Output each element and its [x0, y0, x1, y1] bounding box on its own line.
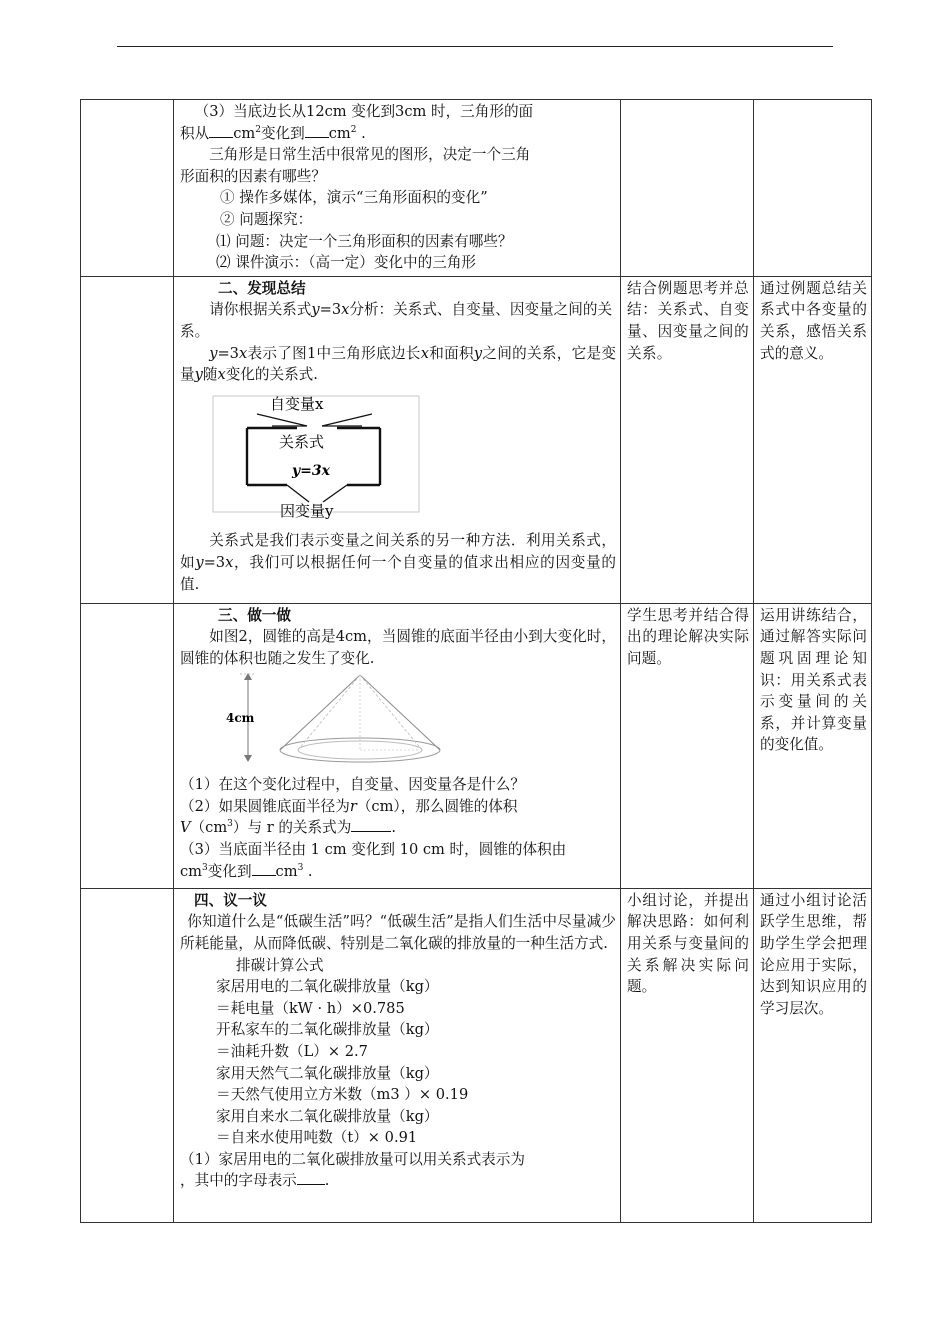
content-cell: [174, 888, 621, 1222]
question-1: （1）在这个变化过程中，自变量、因变量各是什么？: [180, 776, 525, 794]
relation-label: 关系式: [279, 432, 325, 451]
paragraph: 如图2，圆锥的高是4cm，当圆锥的底面半径由小到大变化时，圆锥的体积也随之发生了变化.: [180, 628, 616, 667]
list-item: ① 操作多媒体，演示“三角形面积的变化”: [220, 189, 488, 207]
paragraph: 请你根据关系式y=3x分析：关系式、自变量、因变量之间的关系。: [180, 301, 613, 340]
section-title: 二、发现总结: [218, 279, 306, 297]
question-2: （2）如果圆锥底面半径为r（cm），那么圆锥的体积: [180, 797, 518, 815]
activity-cell: 学生思考并结合得出的理论解决实际问题。: [621, 603, 754, 888]
formula-line: ＝天然气使用立方米数（m3 ）× 0.19: [216, 1086, 469, 1104]
question-3: （3）当底边长从12cm 变化到3cm 时，三角形的面: [194, 103, 534, 120]
formula-label: y=3x: [292, 462, 330, 479]
table-row: [81, 603, 872, 888]
activity-cell: [621, 100, 754, 277]
relation-diagram: [212, 392, 616, 527]
paragraph: 形面积的因素有哪些？: [180, 167, 326, 185]
intent-cell: [754, 100, 872, 277]
header-rule: [117, 46, 833, 47]
table-row: [81, 888, 872, 1222]
formula-line: ＝自来水使用吨数（t）× 0.91: [216, 1129, 418, 1147]
list-item: ⑴ 问题：决定一个三角形面积的因素有哪些？: [216, 232, 513, 250]
stage-cell: [81, 100, 174, 277]
question-3-continued: $cm^3$变化到 $cm^3$ .: [180, 862, 313, 880]
height-label: 4cm: [226, 710, 255, 725]
paragraph: 三角形是日常生活中很常见的图形，决定一个三角: [209, 146, 531, 164]
section-title: 三、做一做: [218, 606, 291, 624]
intent-cell: 运用讲练结合，通过解答实际问题巩固理论知识：用关系式表示变量间的关系，并计算变量的变化值。: [754, 603, 872, 888]
content-cell: [174, 276, 621, 603]
activity-cell: 结合例题思考并总结：关系式、自变量、因变量之间的关系。: [621, 276, 754, 603]
lesson-plan-table: [80, 99, 872, 1223]
stage-cell: [81, 276, 174, 603]
section-title: 四、议一议: [194, 891, 267, 909]
dependent-variable-label: 因变量y: [280, 501, 334, 520]
paragraph: 关系式是我们表示变量之间关系的另一种方法．利用关系式，如y=3x，我们可以根据任何一个自变量的值求出相应的因变量的值.: [180, 532, 616, 593]
content-cell: [174, 100, 621, 277]
table-row: [81, 100, 872, 277]
content-cell: [174, 603, 621, 888]
formula-title: 排碳计算公式: [236, 956, 324, 974]
paragraph: y=3x表示了图1中三角形底边长x和面积y之间的关系，它是变量y随x变化的关系式.: [180, 344, 616, 384]
list-item: ② 问题探究：: [220, 210, 313, 228]
formula-line: 开私家车的二氧化碳排放量（kg）: [216, 1021, 439, 1039]
formula-line: 家用自来水二氧化碳排放量（kg）: [216, 1107, 439, 1125]
table-row: [81, 276, 872, 603]
stage-cell: [81, 888, 174, 1222]
question-3: （3）当底面半径由 1 cm 变化到 10 cm 时，圆锥的体积由: [180, 840, 567, 858]
stage-cell: [81, 603, 174, 888]
intent-cell: 通过小组讨论活跃学生思维，帮助学生学会把理论应用于实际，达到知识应用的学习层次。: [754, 888, 872, 1222]
list-item: ⑵ 课件演示：（高一定）变化中的三角形: [216, 254, 477, 272]
formula-line: 家居用电的二氧化碳排放量（kg）: [216, 978, 439, 996]
formula-line: ＝耗电量（kW · h）×0.785: [216, 999, 405, 1017]
independent-variable-label: 自变量x: [270, 394, 324, 413]
cone-figure: [220, 672, 616, 775]
question-1-continued: ，其中的字母表示 .: [180, 1172, 330, 1190]
question-3-continued: 积从 $cm^2$变化到 $cm^2$ .: [180, 124, 366, 142]
formula-line: ＝油耗升数（L）× 2.7: [216, 1042, 368, 1060]
question-2-continued: $V(cm^3)$与 r 的关系式为 .: [180, 819, 396, 837]
question-1: （1）家居用电的二氧化碳排放量可以用关系式表示为: [180, 1150, 525, 1168]
paragraph: 你知道什么是“低碳生活”吗？“低碳生活”是指人们生活中尽量减少所耗能量，从而降低碳、特别是二氧化碳的排放量的一种生活方式.: [180, 913, 616, 952]
intent-cell: 通过例题总结关系式中各变量的关系，感悟关系式的意义。: [754, 276, 872, 603]
formula-line: 家用天然气二氧化碳排放量（kg）: [216, 1064, 439, 1082]
activity-cell: 小组讨论，并提出解决思路：如何利用关系与变量间的关系解决实际问题。: [621, 888, 754, 1222]
